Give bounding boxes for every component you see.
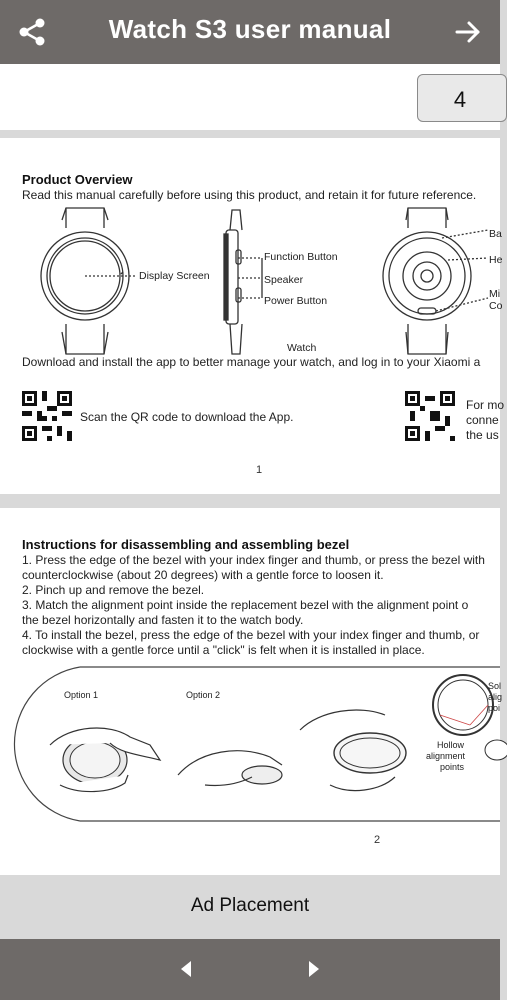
ad-placement[interactable] [0,875,500,939]
document-viewer[interactable] [0,130,505,875]
page-title: Watch S3 user manual [108,14,392,44]
section-heading: Instructions for disassembling and assembling bezel [22,537,350,552]
hollow-label-line: Hollow [437,740,465,750]
hollow-label-line: alignment [426,751,466,761]
bezel-illustration [0,665,503,825]
right-text-line: the us [466,428,499,442]
page-indicator-bar [0,64,500,130]
section-heading: Product Overview [22,172,133,187]
label-mi: Mi [489,288,501,300]
page-footer-number: 1 [256,464,263,476]
label-co: Co [489,300,503,312]
bottom-nav-bar [0,939,500,1000]
label-power-button: Power Button [264,295,328,307]
qr-code [405,391,455,441]
qr-code [22,391,72,441]
step-line: clockwise with a gentle force until a "click" is felt when it is installed in place. [22,643,425,657]
watch-diagram [0,208,503,358]
page-number-button[interactable] [417,74,507,122]
solid-label-line: Sol [488,681,502,691]
page-footer-number: 2 [374,834,381,846]
label-display-screen: Display Screen [139,270,210,282]
triangle-right-icon[interactable] [304,957,324,981]
intro-text: Read this manual carefully before using this product, and retain it for future reference. [22,188,477,202]
step-line: 4. To install the bezel, press the edge of the bezel with your index finger and thumb, or [22,628,480,642]
label-he: He [489,254,503,266]
step-line: 2. Pinch up and remove the bezel. [22,583,205,597]
option-1-label: Option 1 [64,690,99,700]
step-line: 1. Press the edge of the bezel with your index finger and thumb, or press the bezel with [22,553,485,567]
solid-label-line: poi [488,703,501,713]
right-text-line: conne [466,413,499,427]
label-speaker: Speaker [264,274,304,286]
page-number: 4 [453,87,467,112]
option-2-label: Option 2 [186,690,221,700]
label-ba: Ba [489,228,502,240]
step-line: counterclockwise (about 20 degrees) with a gentle force to loosen it. [22,568,384,582]
download-text: Download and install the app to better manage your watch, and log in to your Xiaomi a [22,355,481,369]
hollow-label-line: points [440,762,465,772]
label-function-button: Function Button [264,251,338,263]
label-watch: Watch [287,342,317,354]
ad-label: Ad Placement [190,895,310,916]
right-text-line: For mo [466,398,505,412]
solid-label-line: alig [488,692,503,702]
arrow-right-icon[interactable] [452,16,484,48]
step-line: 3. Match the alignment point inside the replacement bezel with the alignment point o [22,598,469,612]
step-line: the bezel horizontally and fasten it to the watch body. [22,613,304,627]
app-bar [0,0,500,64]
document-page-2 [0,508,503,875]
qr-instruction: Scan the QR code to download the App. [80,410,294,424]
triangle-left-icon[interactable] [176,957,196,981]
document-page-1 [0,138,505,494]
